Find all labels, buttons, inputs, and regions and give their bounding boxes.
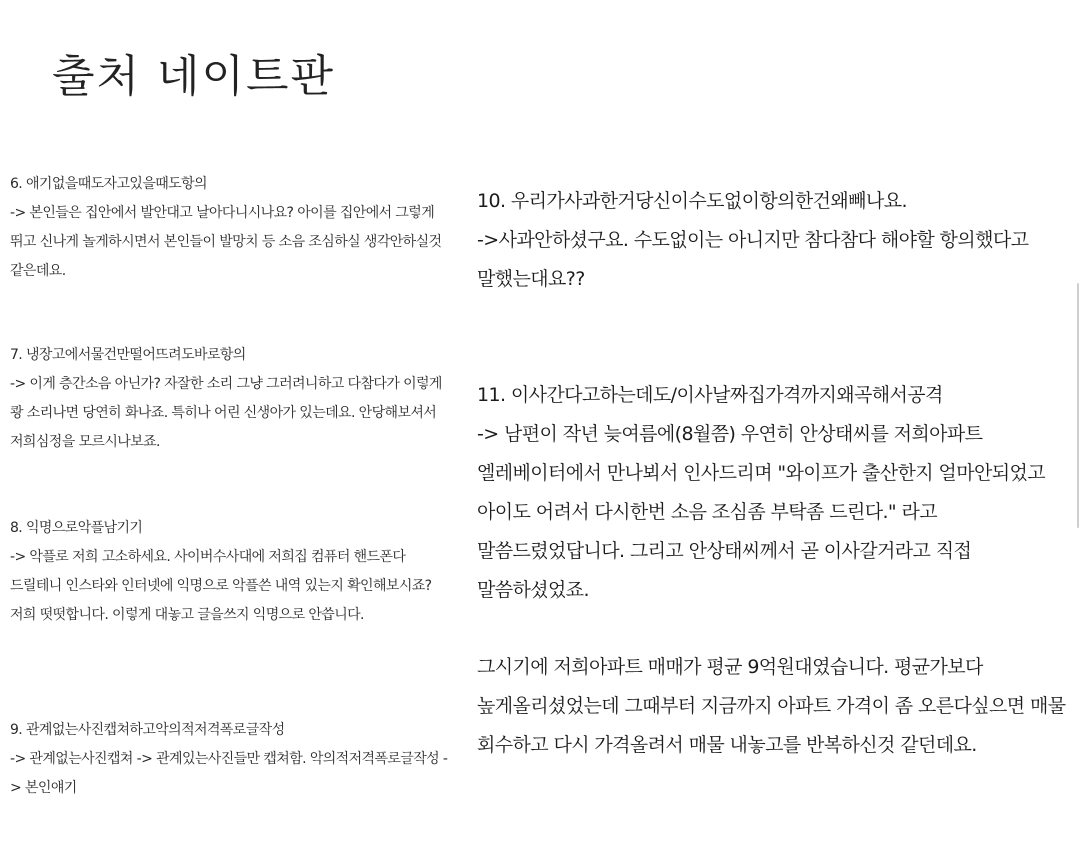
item-heading: 9. 관계없는사진캡쳐하고악의적저격폭로글작성 [10, 722, 285, 738]
item-body: ->사과안하셨구요. 수도없이는 아니지만 참다참다 해야할 항의했다고 말했는대요?? [477, 229, 1029, 290]
item-heading: 8. 익명으로악플남기기 [10, 520, 143, 536]
item-body: -> 관계없는사진캡쳐 -> 관계있는사진들만 캡쳐함. 악의적저격폭로글작성 -> 본인얘기 [10, 751, 448, 796]
list-item [477, 648, 1067, 765]
page-title: 출처 네이트판 [52, 51, 336, 102]
item-heading: 10. 우리가사과한거당신이수도없이항의한건왜빼나요. [477, 190, 907, 212]
item-body: -> 이게 층간소음 아닌가? 자잘한 소리 그냥 그러려니하고 다참다가 이렇게 쾅 소리나면 당연히 화나죠. 특히나 어린 신생아가 있는데요. 안당해보셔서 저희심정을 모르시나보죠. [10, 376, 442, 450]
list-item [10, 514, 455, 630]
item-body: -> 악플로 저희 고소하세요. 사이버수사대에 저희집 컴퓨터 핸드폰다 드릴테니 인스타와 인터넷에 익명으로 악플쓴 내역 있는지 확인해보시죠? 저희 떳떳합니다. 이렇게 대놓고 글을쓰지 익명으로 안씁니다. [10, 549, 432, 623]
list-item [477, 376, 1067, 610]
item-body: -> 본인들은 집안에서 발안대고 날아다니시나요? 아이를 집안에서 그렇게 뛰고 신나게 놀게하시면서 본인들이 발망치 등 소음 조심하실 생각안하실것 같은데요. [10, 205, 442, 279]
item-heading: 7. 냉장고에서물건만떨어뜨려도바로항의 [10, 347, 246, 363]
item-heading: 11. 이사간다고하는데도/이사날짜집가격까지왜곡해서공격 [477, 384, 943, 406]
list-item [10, 341, 455, 457]
list-item [10, 170, 455, 286]
item-body: -> 남편이 작년 늦여름에(8월쯤) 우연히 안상태씨를 저희아파트 엘레베이터에서 만나뵈서 인사드리며 "와이프가 출산한지 얼마안되었고 아이도 어려서 다시한번 소음 조심좀 부탁좀 드린다." 라고 말씀드렸었답니다. 그리고 안상태씨께서 곧 이사갈거라고 직접 말씀하셨었죠. [477, 423, 1045, 601]
item-body: 그시기에 저희아파트 매매가 평균 9억원대였습니다. 평균가보다 높게올리셨었는데 그때부터 지금까지 아파트 가격이 좀 오른다싶으면 매물 회수하고 다시 가격올려서 매물 내놓고를 반복하신것 같던데요. [477, 656, 1066, 756]
list-item [10, 716, 455, 803]
item-heading: 6. 애기없을때도자고있을때도항의 [10, 176, 207, 192]
scrollbar-edge [1077, 283, 1079, 528]
list-item [477, 182, 1067, 299]
